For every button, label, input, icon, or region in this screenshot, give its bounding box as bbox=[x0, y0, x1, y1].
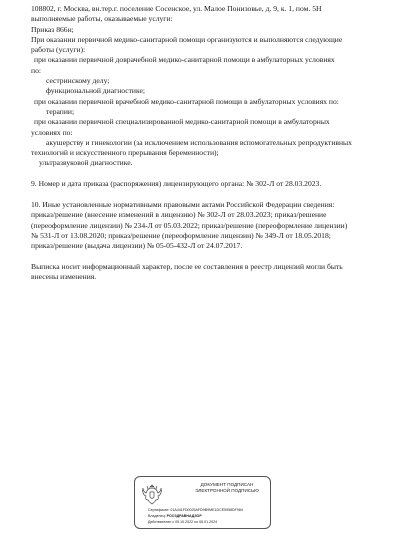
electronic-signature-stamp bbox=[134, 476, 271, 529]
primary-care-line: работы (услуги): bbox=[31, 45, 86, 55]
stamp-details bbox=[148, 507, 268, 525]
owner-value: РОСЗДРАВНАДЗОР bbox=[166, 514, 202, 518]
note: внесены изменения. bbox=[31, 271, 97, 281]
primary-care-line: При оказании первичной медико-санитарной помощи организуются и выполняются следующие bbox=[31, 34, 343, 44]
prenurse-care-line: по: bbox=[31, 65, 41, 75]
service-item: акушерству и гинекологии (за исключением использования вспомогательных репродуктивных bbox=[46, 137, 352, 147]
note: Выписка носит информационный характер, после ее составления в реестр лицензий могли быть bbox=[31, 261, 343, 271]
address-line: 108802, г. Москва, вн.тер.г. поселение Сосенское, ул. Малое Понизовье, д. 9, к. 1, пом. 5Н bbox=[31, 4, 322, 13]
service-item: технологий и искусственного прерывания беременности); bbox=[31, 148, 219, 158]
item-10: (переоформление лицензии) № 234-Л от 05.03.2022; приказ/решение (переоформление лицензии) bbox=[31, 220, 348, 230]
owner-label: Владелец: bbox=[148, 514, 166, 518]
stamp-title-line: ДОКУМЕНТ ПОДПИСАН bbox=[200, 482, 254, 487]
stamp-title-line: ЭЛЕКТРОННОЙ ПОДПИСЬЮ bbox=[195, 488, 259, 493]
document-body bbox=[31, 4, 376, 282]
item-10: 10. Иные установленные нормативными правовыми актами Российской Федерации сведения: bbox=[31, 200, 335, 210]
works-heading: выполняемые работы, оказываемые услуги: bbox=[31, 14, 173, 24]
certificate-value: 01A441FD0025AFD9B9ME1DCE5958DF984 bbox=[170, 508, 243, 512]
item-9: 9. Номер и дата приказа (распоряжения) лицензирующего органа: № 302-Л от 28.03.2023. bbox=[31, 178, 322, 188]
item-10: приказ/решение (внесение изменений в лицензию) № 302-Л от 28.03.2023; приказ/решение bbox=[31, 210, 327, 220]
order-line: Приказ 866н; bbox=[31, 24, 74, 34]
coat-of-arms-icon bbox=[141, 482, 163, 506]
validity-row: Действителен с 05.10.2022 по 05.01.2024 bbox=[148, 520, 218, 524]
prenurse-care-line: при оказании первичной доврачебной медико-санитарной помощи в амбулаторных условиях bbox=[34, 55, 335, 65]
doctor-care-line: при оказании первичной врачебной медико-санитарной помощи в амбулаторных условиях по: bbox=[34, 96, 339, 106]
stamp-title bbox=[187, 482, 267, 494]
item-10: № 531-Л от 13.08.2020; приказ/решение (переоформление лицензии) № 349-Л от 18.05.2018; bbox=[31, 230, 331, 240]
service-item: терапии; bbox=[46, 106, 75, 116]
service-item: функциональной диагностике; bbox=[46, 86, 145, 96]
service-item: сестринскому делу; bbox=[46, 76, 110, 86]
specialized-care-line: при оказании первичной специализированной медико-санитарной помощи в амбулаторных bbox=[34, 117, 330, 127]
specialized-care-line: условиях по: bbox=[31, 127, 73, 137]
item-10: приказ/решение (выдача лицензии) № 05-05-432-Л от 24.07.2017. bbox=[31, 241, 243, 251]
service-item: ультразвуковой диагностике. bbox=[39, 158, 133, 168]
certificate-label: Сертификат: bbox=[148, 508, 170, 512]
